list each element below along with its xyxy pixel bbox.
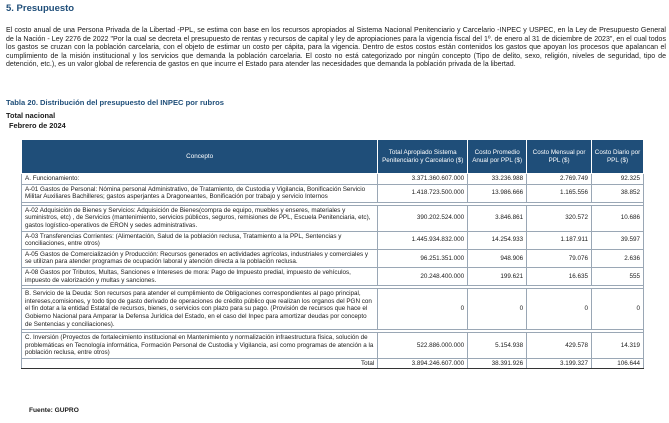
row-concepto: A-02 Adquisición de Bienes y Servicios: Adquisición de Bienes(compra de equipo, muebles y enseres, materiales y suministros, etc) , de Servicios (mantenimiento, servicios públicos, seguros, remisiones de PPL, Escuela Penitenciaria, etc), gastos logístico-operativos de ERON y sedes administrativas. bbox=[22, 205, 378, 231]
row-anual: 199.621 bbox=[468, 267, 527, 285]
table-row bbox=[22, 333, 644, 359]
row-diario: 92.325 bbox=[592, 174, 644, 185]
row-mensual: 320.572 bbox=[527, 205, 592, 231]
row-total: 96.251.351.000 bbox=[378, 249, 468, 267]
row-diario: 10.686 bbox=[592, 205, 644, 231]
row-concepto: A-05 Gastos de Comercialización y Producción: Recursos generados en actividades agrícolas, industriales y comerciales y se utilizan para atender programas de ocupación laboral y atención directa a la población reclusa. bbox=[22, 249, 378, 267]
section-title: 5. Presupuesto bbox=[6, 3, 75, 14]
row-total: 522.886.000.000 bbox=[378, 333, 468, 359]
total-diario: 106.644 bbox=[592, 358, 644, 369]
row-mensual: 429.578 bbox=[527, 333, 592, 359]
row-concepto: C. Inversión (Proyectos de fortalecimiento institucional en Mantenimiento y normalización infraestructura física, solución de problemáticas en Tecnología informática, Formación Personal de Custodia y Vigilancia, así como programas de atención a la población reclusa, entre otros) bbox=[22, 333, 378, 359]
source-note: Fuente: GUPRO bbox=[29, 407, 79, 414]
row-concepto: A-08 Gastos por Tributos, Multas, Sanciones e Intereses de mora: Pago de Impuesto predial, impuesto de vehículos, impuesto de valorización y multas y sanciones. bbox=[22, 267, 378, 285]
header-costo-mensual: Costo Mensual por PPL ($) bbox=[527, 140, 592, 174]
total-total: 3.894.246.607.000 bbox=[378, 358, 468, 369]
table-caption: Tabla 20. Distribución del presupuesto del INPEC por rubros bbox=[6, 98, 225, 107]
row-diario: 38.852 bbox=[592, 184, 644, 202]
row-diario: 555 bbox=[592, 267, 644, 285]
row-anual: 3.846.861 bbox=[468, 205, 527, 231]
row-mensual: 79.076 bbox=[527, 249, 592, 267]
table-row bbox=[22, 231, 644, 249]
row-concepto: A. Funcionamiento: bbox=[22, 174, 378, 185]
table-row bbox=[22, 174, 644, 185]
row-total: 0 bbox=[378, 289, 468, 330]
header-concepto: Concepto bbox=[22, 140, 378, 174]
row-concepto: A-03 Transferencias Corrientes: (Alimentación, Salud de la población reclusa, Tratamiento a la PPL, Sentencias y conciliaciones, entre otros) bbox=[22, 231, 378, 249]
header-costo-diario: Costo Diario por PPL ($) bbox=[592, 140, 644, 174]
row-total: 3.371.360.607.000 bbox=[378, 174, 468, 185]
row-concepto: A-01 Gastos de Personal: Nómina personal Administrativo, de Tratamiento, de Custodia y Vigilancia, Bonificación Servicio Militar Auxiliares Bachilleres; gastos asperjantes a Dragoneantes, Bonificación por trabajo y servicio Internos bbox=[22, 184, 378, 202]
header-costo-anual: Costo Promedio Anual por PPL ($) bbox=[468, 140, 527, 174]
row-mensual: 16.635 bbox=[527, 267, 592, 285]
row-anual: 948.906 bbox=[468, 249, 527, 267]
table-row bbox=[22, 267, 644, 285]
table-row bbox=[22, 289, 644, 330]
total-anual: 38.391.926 bbox=[468, 358, 527, 369]
table-row bbox=[22, 205, 644, 231]
row-diario: 14.319 bbox=[592, 333, 644, 359]
row-mensual: 2.769.749 bbox=[527, 174, 592, 185]
budget-table bbox=[21, 139, 644, 369]
table-row bbox=[22, 184, 644, 202]
row-total: 1.418.723.500.000 bbox=[378, 184, 468, 202]
row-anual: 33.236.988 bbox=[468, 174, 527, 185]
row-concepto: B. Servicio de la Deuda: Son recursos para atender el cumplimiento de Obligaciones correspondientes al pago principal, intereses,comisiones, y todo tipo de gasto derivado de operaciones de crédito público que realizan los organos del PGN con el fin dotar a la entidad Estatal de recursos, bienes, o servicios con plazo para su pago. (Provisión de recursos que hace el Gobierno Nacional para Amparar la Defensa Jurídica del Estado, en el caso del Inpec para amortizar deudas por concepto de Sentencias y conciliaciones). bbox=[22, 289, 378, 330]
row-total: 20.248.400.000 bbox=[378, 267, 468, 285]
row-anual: 13.986.666 bbox=[468, 184, 527, 202]
total-label: Total bbox=[22, 358, 378, 369]
row-anual: 5.154.938 bbox=[468, 333, 527, 359]
row-anual: 14.254.933 bbox=[468, 231, 527, 249]
row-diario: 39.597 bbox=[592, 231, 644, 249]
table-header-row bbox=[22, 140, 644, 174]
table-subtitle-date: Febrero de 2024 bbox=[9, 121, 66, 130]
row-total: 390.202.524.000 bbox=[378, 205, 468, 231]
row-total: 1.445.934.832.000 bbox=[378, 231, 468, 249]
row-mensual: 0 bbox=[527, 289, 592, 330]
budget-paragraph: El costo anual de una Persona Privada de la Libertad -PPL, se estima con base en los recursos apropiados al Sistema Nacional Penitenciario y Carcelario -INPEC y USPEC, en la Ley de Presupuesto General de la Nación - Ley 2276 de 2022 "Por la cual se decreta el presupuesto de rentas y recursos de capital y ley de apropiaciones para la vigencia fiscal del 1º. de enero al 31 de diciembre de 2023", en el cual todos los gastos se cruzan con la población carcelaria, con el objeto de estimar un costo per cápita, para la vigencia. Dentro de estos costos están contenidos los gastos que apoyan los procesos que apalancan el cumplimiento de la misión institucional y los servicios que demanda la población carcelaria. El costo no está categorizado por ningún concepto (Tipo de delito, sexo, religión, niveles de seguridad, tipo de detención, etc.), es un valor global de referencia de gastos en que incurre el Estado para atender las necesidades que demanda la población privada de la libertad. bbox=[6, 27, 666, 69]
table-total-row bbox=[22, 358, 644, 369]
table-row bbox=[22, 249, 644, 267]
row-diario: 0 bbox=[592, 289, 644, 330]
row-mensual: 1.187.911 bbox=[527, 231, 592, 249]
total-mensual: 3.199.327 bbox=[527, 358, 592, 369]
row-diario: 2.636 bbox=[592, 249, 644, 267]
header-total-apropiado: Total Apropiado Sistema Penitenciario y Carcelario ($) bbox=[378, 140, 468, 174]
table-subtitle-scope: Total nacional bbox=[6, 111, 56, 120]
row-anual: 0 bbox=[468, 289, 527, 330]
row-mensual: 1.165.556 bbox=[527, 184, 592, 202]
